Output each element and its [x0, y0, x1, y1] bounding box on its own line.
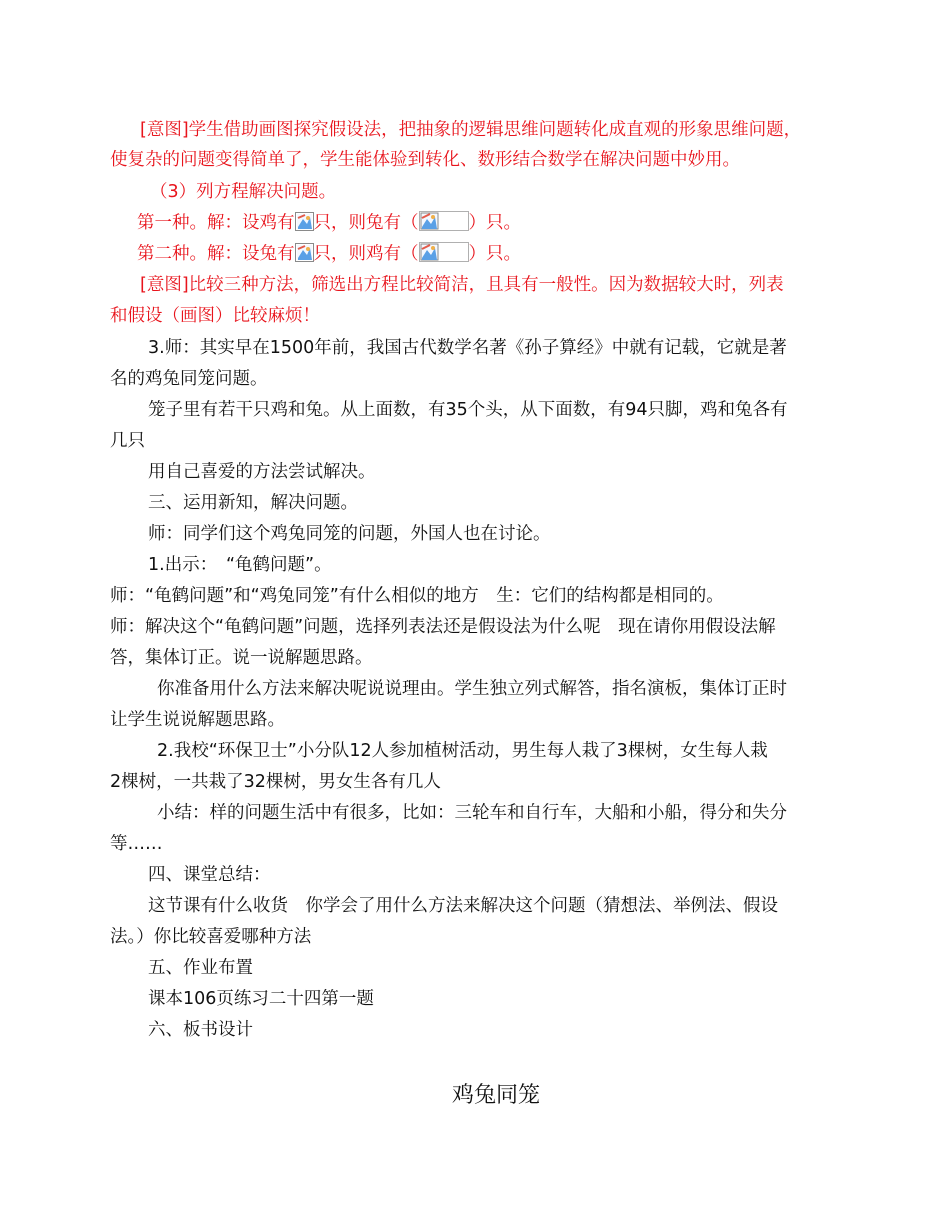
problem-paragraph-line-2: 几只 [110, 431, 145, 451]
reflection-line-1: 这节课有什么收货 你学会了用什么方法来解决这个问题（猜想法、举例法、假设 [148, 896, 778, 916]
homework-line: 课本106页练习二十四第一题 [148, 989, 374, 1009]
equation-method-heading: （3）列方程解决问题。 [150, 182, 337, 202]
summary-line-2: 等…… [110, 834, 163, 854]
method-choice-line-1: 师：解决这个“龟鹤问题”问题，选择列表法还是假设法为什么呢 现在请你用假设法解 [110, 617, 776, 637]
history-paragraph-line-1: 3.师：其实早在1500年前，我国古代数学名著《孙子算经》中就有记载，它就是著 [148, 338, 787, 358]
reflection-line-2: 法。）你比较喜爱哪种方法 [110, 927, 312, 947]
intent-paragraph-2-line-1: [意图]比较三种方法，筛选出方程比较简洁，且具有一般性。因为数据较大时，列表 [140, 275, 784, 295]
show-problem-line: 1.出示： “龟鹤问题”。 [148, 555, 332, 575]
broken-image-icon [295, 243, 314, 262]
equation-method-one: 第一种。解：设鸡有 只，则兔有（ ）只。 [137, 213, 521, 233]
similarity-line: 师：“龟鹤问题”和“鸡兔同笼”有什么相似的地方 生：它们的结构都是相同的。 [110, 586, 724, 606]
intent-paragraph-2-line-2: 和假设（画图）比较麻烦！ [110, 306, 320, 326]
history-paragraph-line-2: 名的鸡兔同笼问题。 [110, 369, 268, 389]
broken-image-icon [419, 242, 469, 262]
student-solve-line-2: 让学生说说解题思路。 [110, 710, 285, 730]
section-six-heading: 六、板书设计 [148, 1020, 253, 1040]
try-solve-line: 用自己喜爱的方法尝试解决。 [148, 462, 376, 482]
student-solve-line-1: 你准备用什么方法来解决呢说说理由。学生独立列式解答，指名演板，集体订正时 [157, 679, 787, 699]
broken-image-icon [419, 211, 469, 231]
summary-line-1: 小结：样的问题生活中有很多，比如：三轮车和自行车，大船和小船，得分和失分 [157, 803, 787, 823]
tree-problem-line-1: 2.我校“环保卫士”小分队12人参加植树活动，男生每人栽了3棵树，女生每人栽 [157, 741, 768, 761]
tree-problem-line-2: 2棵树，一共栽了32棵树，男女生各有几人 [110, 772, 441, 792]
intent-paragraph-1-line-1: [意图]学生借助画图探究假设法，把抽象的逻辑思维问题转化成直观的形象思维问题， [140, 120, 802, 140]
section-three-heading: 三、运用新知，解决问题。 [148, 493, 358, 513]
problem-paragraph-line-1: 笼子里有若干只鸡和兔。从上面数，有35个头，从下面数，有94只脚，鸡和兔各有 [148, 400, 788, 420]
teacher-line-foreign: 师：同学们这个鸡兔同笼的问题，外国人也在讨论。 [148, 524, 551, 544]
section-four-heading: 四、课堂总结： [148, 865, 271, 885]
intent-paragraph-1-line-2: 使复杂的问题变得简单了，学生能体验到转化、数形结合数学在解决问题中妙用。 [110, 150, 740, 170]
method-choice-line-2: 答，集体订正。说一说解题思路。 [110, 648, 373, 668]
broken-image-icon [295, 212, 314, 231]
board-design-title: 鸡兔同笼 [452, 1083, 541, 1108]
equation-method-two: 第二种。解：设兔有 只，则鸡有（ ）只。 [137, 244, 521, 264]
section-five-heading: 五、作业布置 [148, 958, 253, 978]
